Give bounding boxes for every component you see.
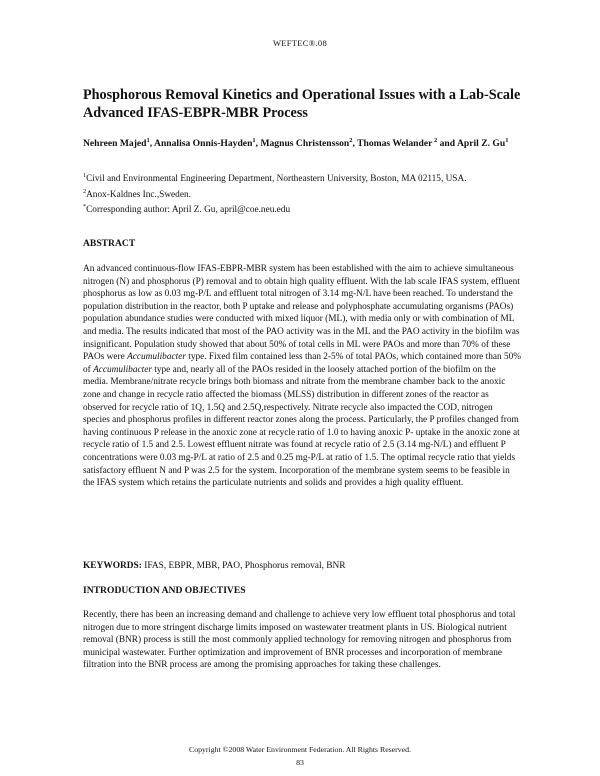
author-affil-mark: 2	[349, 137, 353, 144]
affiliation-mark: *	[83, 203, 87, 211]
author-affil-mark: 2	[432, 137, 438, 144]
author-name: Nehreen Majed	[83, 138, 147, 150]
author-separator: ,	[352, 138, 358, 150]
author-affil-mark: 1	[146, 137, 150, 144]
affiliation-list	[83, 170, 523, 217]
abstract-italic-term: Accumulibacter	[127, 352, 186, 363]
author-affil-mark: 1	[252, 137, 256, 144]
affiliation-text: Civil and Environmental Engineering Department, Northeastern University, Boston, MA 02115, USA.	[86, 174, 467, 185]
abstract-italic-term: Accumulibacter	[93, 364, 152, 375]
abstract-heading: ABSTRACT	[83, 238, 136, 249]
author-name: Annalisa Onnis-Hayden	[154, 138, 253, 150]
affiliation-line	[83, 186, 523, 202]
abstract-body	[83, 263, 521, 490]
abstract-text: type and, nearly all of the PAOs resided in the loosely attached portion of the biofilm on the media. Membrane/nitrate recycle brings both biomass and nitrate from the membrane chamber back to the anoxic zone and change in recycle ratio affected the biomass (MLSS) distribution in different zones of the reactor as observed for recycle ratio of 1Q, 1.5Q and 2.5Q,respectively. Nitrate recycle also impacted the COD, nitrogen species and phosphorus profiles in different reactor zones along the process. Particularly, the P profiles changed from having continuous P release in the anoxic zone at recycle ratio of 1.0 to having anoxic P- uptake in the anoxic zone at recycle ratio of 1.5 and 2.5. Lowest effluent nitrate was found at recycle ratio of 2.5 (3.14 mg-N/L) and effluent P concentrations were 0.03 mg-P/L at ratio of 2.5 and 0.25 mg-P/L at ratio of 1.5. The optimal recycle ratio that yields satisfactory effluent N and P was 2.5 for the system. Incorporation of the membrane system seems to be feasible in the IFAS system which retains the particulate nutrients and solids and provides a high quality effluent.	[83, 364, 520, 489]
author-name: Thomas Welander	[357, 138, 433, 150]
introduction-body: Recently, there has been an increasing demand and challenge to achieve very low effluent total phosphorus and total nitrogen due to more stringent discharge limits imposed on wastewater treatment plants in US. Biological nutrient removal (BNR) process is still the most commonly applied technology for removing nitrogen and phosphorus from municipal wastewater. Further optimization and improvement of BNR processes and incorporation of membrane filtration into the BNR process are among the promising approaches for taking these challenges.	[83, 610, 516, 671]
author-name: April Z. Gu	[456, 138, 506, 150]
running-head: WEFTEC®.08	[272, 38, 328, 48]
author-list	[83, 134, 523, 150]
abstract-text: An advanced continuous-flow IFAS-EBPR-MBR system has been established with the aim to achieve simultaneous nitrogen (N) and phosphorus (P) removal and to obtain high quality effluent. With the lab scale IFAS system, effluent phosphorus as low as 0.03 mg-P/L and effluent total nitrogen of 3.14 mg-N/L have been reached. To understand the population distribution in the reactor, both P uptake and release and polyphosphate accumulating organisms (PAOs) population abundance studies were conducted with mixed liquor (ML), with media only or with combination of ML and media. The results indicated that most of the PAO activity was in the ML and the PAO activity in the biofilm was insignificant. Population study showed that about 50% of total cells in ML were PAOs and more than 70% of these PAOs were	[83, 264, 520, 363]
affiliation-line	[83, 170, 523, 186]
page-number: 83	[296, 757, 304, 767]
page-footer	[0, 744, 600, 769]
abstract-text: type. Fixed film contained less than 2-5% of total PAOs, which contained more than 50% of	[83, 352, 521, 375]
corresponding-author[interactable]: Corresponding author: April Z. Gu, april@coe.neu.edu	[86, 205, 291, 216]
affiliation-mark: 2	[83, 187, 87, 195]
copyright-notice: Copyright ©2008 Water Environment Federation. All Rights Reserved.	[189, 745, 411, 754]
paper-title: Phosphorous Removal Kinetics and Operational Issues with a Lab-Scale Advanced IFAS-EBPR-MBR Process	[83, 87, 521, 121]
keywords-text: IFAS, EBPR, MBR, PAO, Phosphorus removal, BNR	[141, 561, 346, 571]
affiliation-line	[83, 201, 523, 217]
author-separator: ,	[149, 138, 155, 150]
keywords-label: KEYWORDS:	[83, 561, 142, 571]
author-name: Magnus Christensson	[260, 138, 350, 150]
affiliation-mark: 1	[83, 172, 87, 179]
affiliation-text: Anox-Kaldnes Inc.,Sweden.	[86, 189, 191, 200]
author-separator: and	[437, 138, 457, 150]
author-separator: ,	[255, 138, 261, 150]
keywords-line	[83, 561, 523, 571]
author-affil-mark: 1	[505, 137, 509, 144]
introduction-heading: INTRODUCTION AND OBJECTIVES	[83, 585, 246, 596]
